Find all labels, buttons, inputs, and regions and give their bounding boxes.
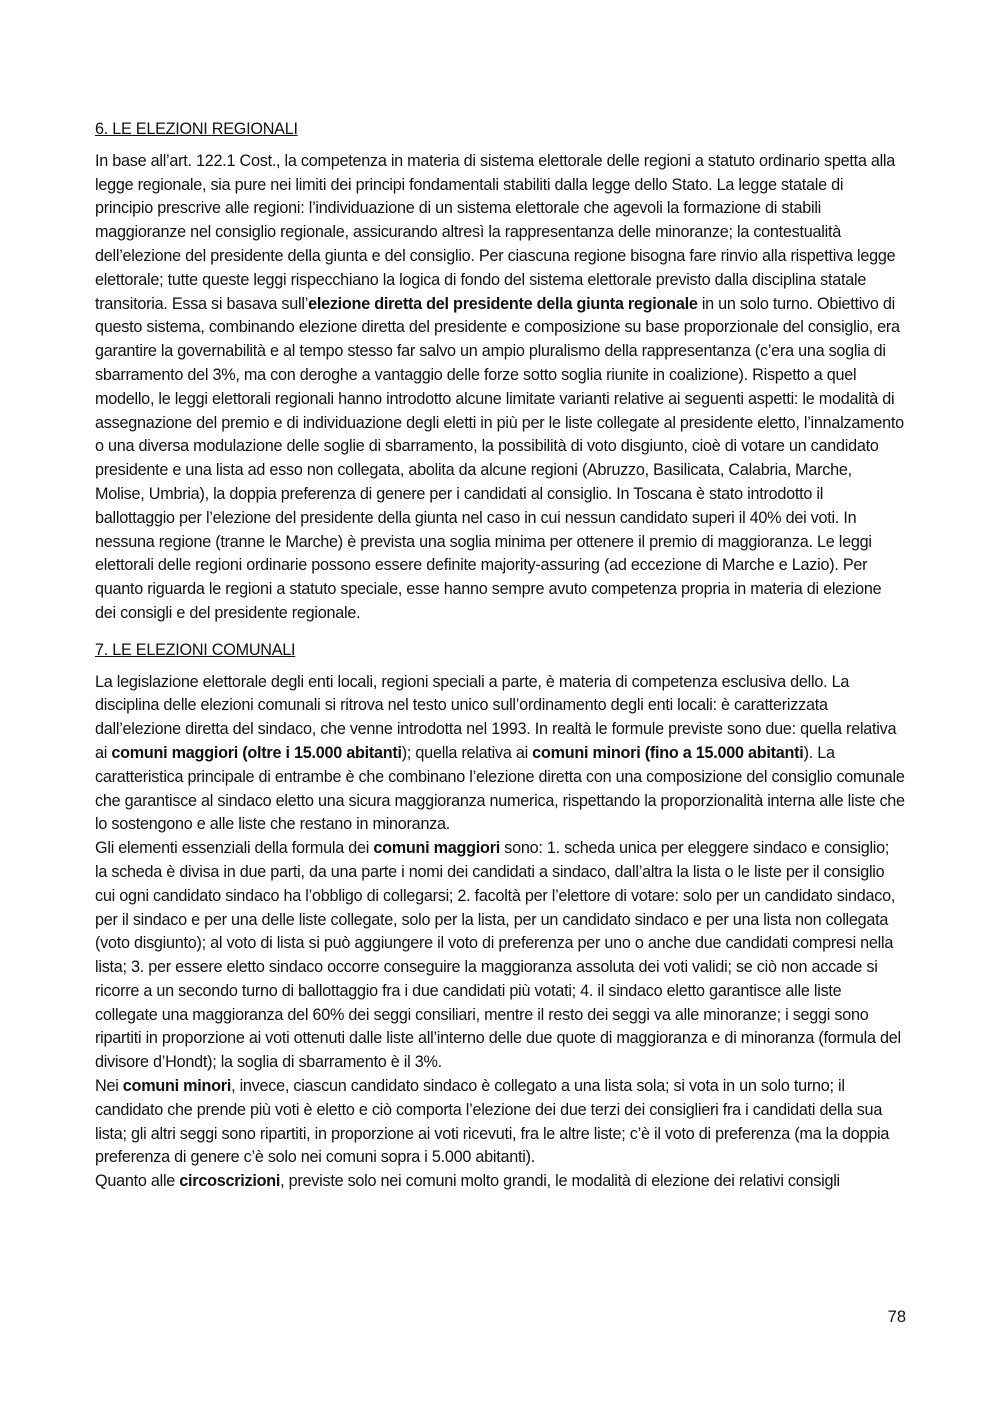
text-run: , previste solo nei comuni molto grandi, le modalità di elezione dei relativi consigli xyxy=(280,1172,840,1191)
section-7-heading: 7. LE ELEZIONI COMUNALI xyxy=(95,640,296,659)
page-number: 78 xyxy=(887,1308,906,1326)
section-7-paragraph-3 xyxy=(95,1075,905,1170)
bold-text-run: comuni minori xyxy=(122,1077,232,1096)
bold-text-run: circoscrizioni xyxy=(179,1172,281,1191)
text-run: Nei xyxy=(95,1077,123,1096)
text-run: ). La caratteristica principale di entrambe è che combinano l’elezione diretta con una composizione del consiglio comunale che garantisce al sindaco eletto una sicura maggioranza numerica, rispettando la proporzionalità interna alle liste che lo sostengono e alle liste che restano in minoranza. xyxy=(95,743,905,834)
text-run: sono: 1. scheda unica per eleggere sindaco e consiglio; la scheda è divisa in due parti, da una parte i nomi dei candidati a sindaco, dall’altra la lista o le liste per il consiglio cui ogni candidato sindaco ha l’obbligo di collegarsi; 2. facoltà per l’elettore di votare: solo per un candidato sindaco, per il sindaco e per una delle liste collegate, solo per la lista, per un candidato sindaco e per una lista non collegata (voto disgiunto); al voto di lista si può aggiungere il voto di preferenza per uno o anche due candidati compresi nella lista; 3. per essere eletto sindaco occorre conseguire la maggioranza assoluta dei voti validi; se ciò non accade si ricorre a un secondo turno di ballottaggio fra i due candidati più votati; 4. il sindaco eletto garantisce alle liste collegate una maggioranza del 60% dei seggi consiliari, mentre il resto dei seggi va alle minoranze; i seggi sono ripartiti in proporzione ai voti ottenuti dalle liste all’interno delle due quote di maggioranza e di minoranza (formula del divisore d’Hondt); la soglia di sbarramento è il 3%. xyxy=(95,839,901,1072)
text-run: , invece, ciascun candidato sindaco è collegato a una lista sola; si vota in un solo turno; il candidato che prende più voti è eletto e ciò comporta l’elezione dei due terzi dei consiglieri fra i candidati della sua lista; gli altri seggi sono ripartiti, in proporzione ai voti ricevuti, fra le altre liste; c’è il voto di preferenza (ma la doppia preferenza di genere c’è solo nei comuni sopra i 5.000 abitanti). xyxy=(95,1077,890,1167)
text-run: La legislazione elettorale degli enti locali, regioni speciali a parte, è materia di competenza esclusiva dello. La disciplina delle elezioni comunali si ritrova nel testo unico sull’ordinamento degli enti locali: è caratterizzata dall’elezione diretta del sindaco, che venne introdotta nel 1993. In realtà le formule previste sono due: quella relativa ai xyxy=(95,672,897,762)
section-7-paragraph-1 xyxy=(95,671,905,838)
section-6-paragraph xyxy=(95,150,905,626)
section-7-paragraph-4 xyxy=(95,1170,905,1194)
section-7-paragraph-2 xyxy=(95,837,905,1075)
bold-text-run: comuni maggiori xyxy=(373,839,500,858)
text-run: Gli elementi essenziali della formula dei xyxy=(95,839,374,858)
bold-text-run: elezione diretta del presidente della giunta regionale xyxy=(308,294,698,313)
text-run: Quanto alle xyxy=(95,1172,180,1191)
section-6-heading: 6. LE ELEZIONI REGIONALI xyxy=(95,120,298,138)
bold-text-run: comuni maggiori (oltre i 15.000 abitanti xyxy=(111,743,402,762)
page-content xyxy=(95,118,905,1194)
text-run: In base all’art. 122.1 Cost., la competenza in materia di sistema elettorale delle regioni a statuto ordinario spetta alla legge regionale, sia pure nei limiti dei principi fondamentali stabiliti dalla legge dello Stato. La legge statale di principio prescrive alle regioni: l’individuazione di un sistema elettorale che agevoli la formazione di stabili maggioranze nel consiglio regionale, assicurando altresì la rappresentanza delle minoranze; la contestualità dell’elezione del presidente della giunta e del consiglio. Per ciascuna regione bisogna fare rinvio alla rispettiva legge elettorale; tutte queste leggi rispecchiano la logica di fondo del sistema elettorale previsto dalla disciplina statale transitoria. Essa si basava sull’ xyxy=(95,151,896,313)
bold-text-run: comuni minori (fino a 15.000 abitanti xyxy=(532,743,804,762)
text-run: ); quella relativa ai xyxy=(401,743,533,762)
text-run: in un solo turno. Obiettivo di questo sistema, combinando elezione diretta del presidente e composizione su base proporzionale del consiglio, era garantire la governabilità e al tempo stesso far salvo un ampio pluralismo della rappresentanza (c’era una soglia di sbarramento del 3%, ma con deroghe a vantaggio delle forze sotto soglia riunite in coalizione). Rispetto a quel modello, le leggi elettorali regionali hanno introdotto alcune limitate varianti relative ai seguenti aspetti: le modalità di assegnazione del premio e di individuazione degli eletti in più per le liste collegate al presidente eletto, l’innalzamento o una diversa modulazione delle soglie di sbarramento, la possibilità di voto disgiunto, cioè di votare un candidato presidente e una lista ad esso non collegata, abolita da alcune regioni (Abruzzo, Basilicata, Calabria, Marche, Molise, Umbria), la doppia preferenza di genere per i candidati al consiglio. In Toscana è stato introdotto il ballottaggio per l’elezione del presidente della giunta nel caso in cui nessun candidato superi il 40% dei voti. In nessuna regione (tranne le Marche) è prevista una soglia minima per ottenere il premio di maggioranza. Le leggi elettorali delle regioni ordinarie possono essere definite majority-assuring (ad eccezione di Marche e Lazio). Per quanto riguarda le regioni a statuto speciale, esse hanno sempre avuto competenza propria in materia di elezione dei consigli e del presidente regionale. xyxy=(95,294,904,622)
